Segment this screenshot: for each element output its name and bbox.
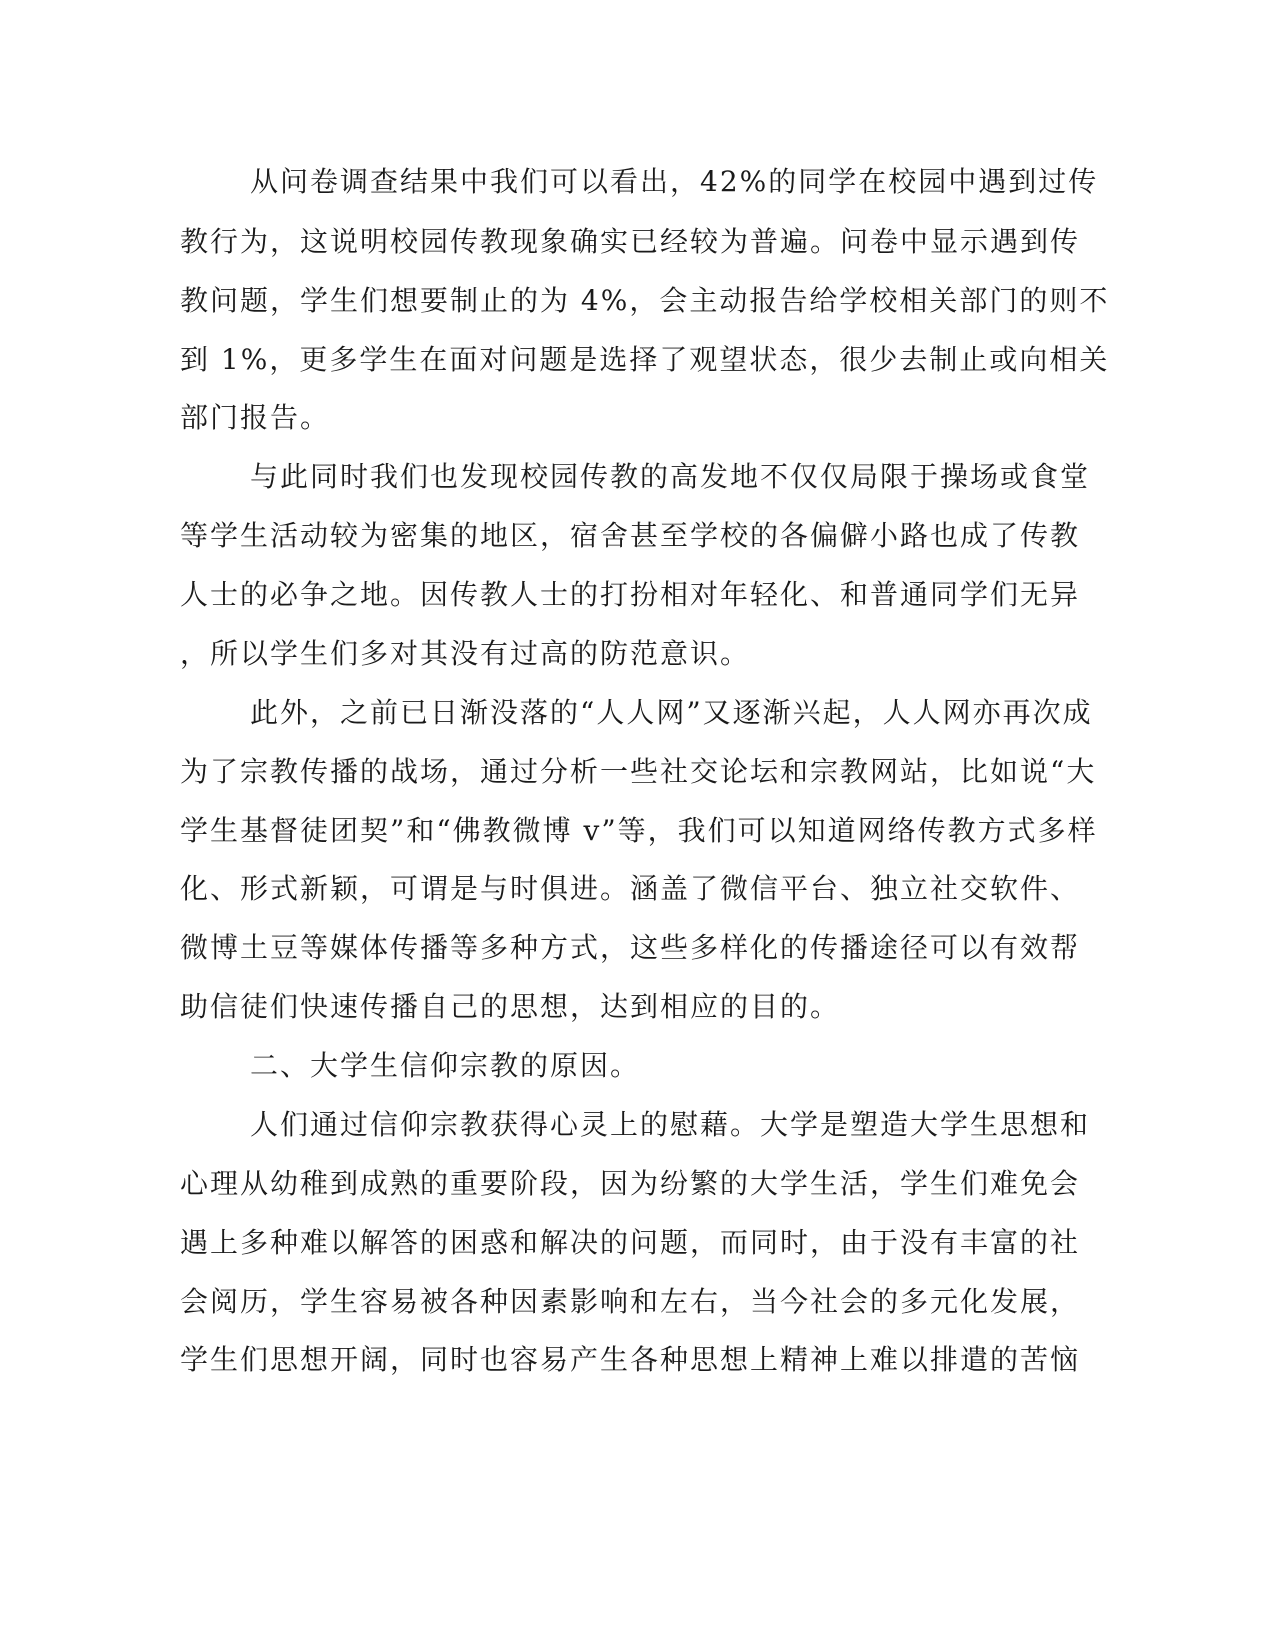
text-line: 教行为，这说明校园传教现象确实已经较为普遍。问卷中显示遇到传 <box>180 225 1081 258</box>
text-line: 心理从幼稚到成熟的重要阶段，因为纷繁的大学生活，学生们难免会 <box>180 1167 1081 1200</box>
text-line: 与此同时我们也发现校园传教的高发地不仅仅局限于操场或食堂 <box>250 460 1091 493</box>
text-line: 此外，之前已日渐没落的“人人网”又逐渐兴起，人人网亦再次成 <box>250 696 1093 729</box>
text-line: 人士的必争之地。因传教人士的打扮相对年轻化、和普通同学们无异 <box>180 578 1081 611</box>
text-line: 人们通过信仰宗教获得心灵上的慰藉。大学是塑造大学生思想和 <box>250 1108 1091 1141</box>
text-line: 从问卷调查结果中我们可以看出，42%的同学在校园中遇到过传 <box>250 165 1099 198</box>
text-line: 化、形式新颖，可谓是与时俱进。涵盖了微信平台、独立社交软件、 <box>180 872 1081 905</box>
text-line: 微博土豆等媒体传播等多种方式，这些多样化的传播途径可以有效帮 <box>180 931 1081 964</box>
text-line: 遇上多种难以解答的困惑和解决的问题，而同时，由于没有丰富的社 <box>180 1226 1081 1259</box>
text-line: 助信徒们快速传播自己的思想，达到相应的目的。 <box>180 990 841 1023</box>
text-line: 到 1%，更多学生在面对问题是选择了观望状态，很少去制止或向相关 <box>180 343 1110 376</box>
text-line: 部门报告。 <box>180 401 331 434</box>
text-line: 等学生活动较为密集的地区，宿舍甚至学校的各偏僻小路也成了传教 <box>180 519 1081 552</box>
text-line: 会阅历，学生容易被各种因素影响和左右，当今社会的多元化发展， <box>180 1285 1081 1318</box>
text-line: 教问题，学生们想要制止的为 4%，会主动报告给学校相关部门的则不 <box>180 284 1110 317</box>
text-line: ，所以学生们多对其没有过高的防范意识。 <box>180 637 751 670</box>
text-line: 为了宗教传播的战场，通过分析一些社交论坛和宗教网站，比如说“大 <box>180 755 1097 788</box>
text-line: 学生们思想开阔，同时也容易产生各种思想上精神上难以排遣的苦恼 <box>180 1343 1081 1376</box>
text-line: 学生基督徒团契”和“佛教微博 v”等，我们可以知道网络传教方式多样 <box>180 814 1098 847</box>
section-heading: 二、大学生信仰宗教的原因。 <box>250 1049 641 1082</box>
